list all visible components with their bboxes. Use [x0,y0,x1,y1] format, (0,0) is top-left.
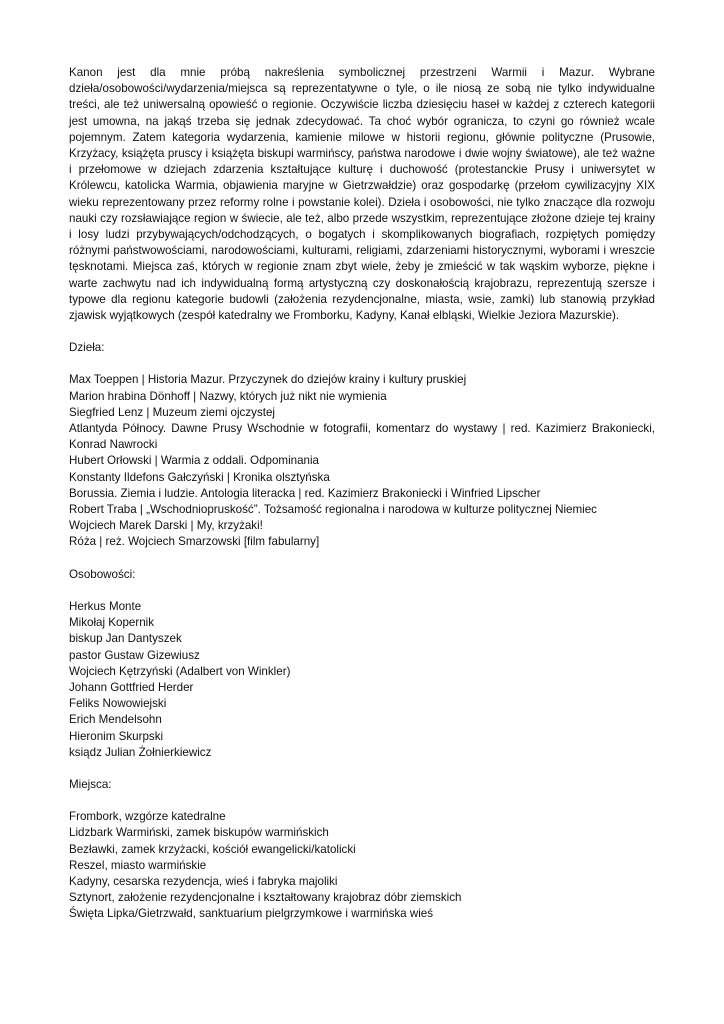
people-list [69,599,655,761]
section-heading-osobowosci: Osobowości: [69,567,136,581]
works-list [69,372,655,550]
list-item: Siegfried Lenz | Muzeum ziemi ojczystej [69,405,275,419]
list-item: Święta Lipka/Gietrzwałd, sanktuarium pielgrzymkowe i warmińska wieś [69,907,434,921]
list-item: Johann Gottfried Herder [69,680,194,694]
list-item: Sztynort, założenie rezydencjonalne i kształtowany krajobraz dóbr ziemskich [69,891,462,905]
list-item: ksiądz Julian Żołnierkiewicz [69,745,212,759]
places-list [69,809,655,922]
list-item: Feliks Nowowiejski [69,697,167,711]
list-item: Robert Traba | „Wschodniopruskość”. Tożsamość regionalna i narodowa w kulturze politycznej Niemiec [69,503,597,517]
list-item: Atlantyda Północy. Dawne Prusy Wschodnie w fotografii, komentarz do wystawy | red. Kazimierz Brakoniecki, Konrad Nawrocki [69,422,655,452]
list-item: Hubert Orłowski | Warmia z oddali. Odpominania [69,454,320,468]
list-item: biskup Jan Dantyszek [69,632,182,646]
list-item: Konstanty Ildefons Gałczyński | Kronika olsztyńska [69,470,330,484]
list-item: Herkus Monte [69,599,142,613]
list-item: Kadyny, cesarska rezydencja, wieś i fabryka majoliki [69,874,338,888]
intro-paragraph: Kanon jest dla mnie próbą nakreślenia symbolicznej przestrzeni Warmii i Mazur. Wybrane dzieła/osobowości/wydarzenia/miejsca są reprezentatywne o tyle, o ile niosą ze sobą nie tylko indywidualne treści, ale też uniwersalną opowieść o regionie. Oczywiście liczba dziesięciu haseł w każdej z czterech kategorii jest umowna, na jakąś trzeba się jednak zdecydować. Ta choć wybór ogranicza, to czyni go również wcale pojemnym. Zatem kategoria wydarzenia, kamienie milowe w historii regionu, głównie polityczne (Prusowie, Krzyżacy, książęta pruscy i książęta biskupi warmińscy, państwa narodowe i dwie wojny światowe), ale też ważne i przełomowe w dziejach zdarzenia kształtujące kulturę i duchowość (protestanckie Prusy i uniwersytet w Królewcu, katolicka Warmia, objawienia maryjne w Gietrzwałdzie) oraz gospodarkę (przełom cywilizacyjny XIX wieku reprezentowany przez reformy rolne i powstanie kolei). Dzieła i osobowości, nie tylko znaczące dla rozwoju nauki czy rozsławiające region w świecie, ale też, albo przede wszystkim, reprezentujące złożone dzieje tej krainy i losy ludzi przybywających/odchodzących, o bogatych i skomplikowanych biografiach, rozpiętych pomiędzy różnymi państwowościami, narodowościami, kulturami, religiami, zdarzeniami historycznymi, wyborami i wreszcie tęsknotami. Miejsca zaś, których w regionie znam zbyt wiele, żeby je zmieścić w tak wąskim wyborze, piękne i warte zachwytu nad ich indywidualną formą artystyczną czy doskonałością krajobrazu, reprezentują szersze i typowe dla regionu kategorie budowli (założenia rezydencjonalne, miasta, wsie, zamki) lub stanowią przykład zjawisk wyjątkowych (zespół katedralny we Fromborku, Kadyny, Kanał elbląski, Wielkie Jeziora Mazurskie). [69,66,655,323]
list-item: Wojciech Marek Darski | My, krzyżaki! [69,519,263,533]
list-item: Lidzbark Warmiński, zamek biskupów warmińskich [69,826,329,840]
list-item: Bezławki, zamek krzyżacki, kościół ewangelicki/katolicki [69,842,356,856]
list-item: Max Toeppen | Historia Mazur. Przyczynek do dziejów krainy i kultury pruskiej [69,373,467,387]
list-item: Reszel, miasto warmińskie [69,858,207,872]
list-item: Wojciech Kętrzyński (Adalbert von Winkler) [69,664,291,678]
list-item: Borussia. Ziemia i ludzie. Antologia literacka | red. Kazimierz Brakoniecki i Winfried Lipscher [69,486,541,500]
list-item: Róża | reż. Wojciech Smarzowski [film fabularny] [69,535,320,549]
section-heading-miejsca: Miejsca: [69,777,112,791]
list-item: Marion hrabina Dönhoff | Nazwy, których już nikt nie wymienia [69,389,387,403]
list-item: pastor Gustaw Gizewiusz [69,648,200,662]
list-item: Hieronim Skurpski [69,729,164,743]
list-item: Mikołaj Kopernik [69,616,155,630]
document-page [69,65,655,939]
list-item: Frombork, wzgórze katedralne [69,810,226,824]
section-heading-dziela: Dzieła: [69,341,105,355]
list-item: Erich Mendelsohn [69,713,162,727]
